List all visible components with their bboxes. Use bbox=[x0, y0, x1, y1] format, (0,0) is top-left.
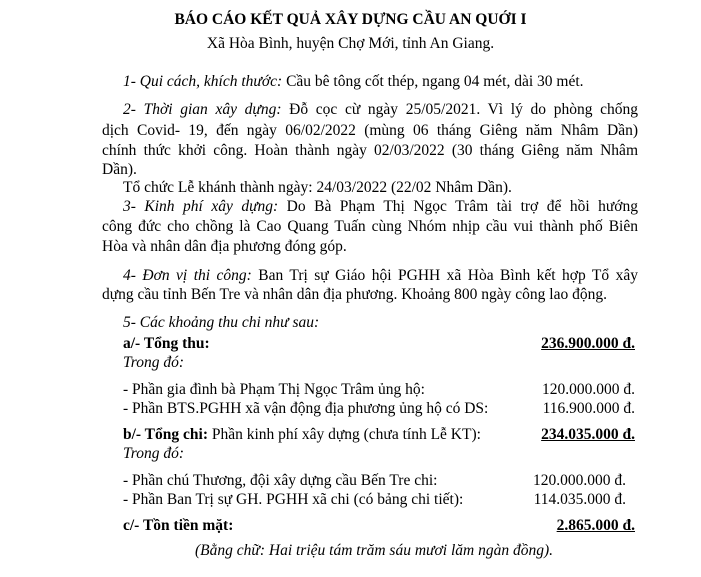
section-1 bbox=[123, 73, 584, 91]
cash-in-words: (Bằng chữ: Hai triệu tám trăm sáu mươi lăm ngàn đồng). bbox=[195, 542, 553, 559]
income-item-2-amount: 116.900.000 đ. bbox=[542, 400, 635, 417]
income-item-2-label: - Phần BTS.PGHH xã vận động địa phương ủng hộ có DS: bbox=[123, 400, 489, 417]
report-location: Xã Hòa Bình, huyện Chợ Mới, tỉnh An Giang. bbox=[206, 35, 495, 52]
section-3-line-3: Hòa và nhân dân địa phương đóng góp. bbox=[102, 238, 347, 255]
section-2-line-4: Dần). bbox=[102, 161, 137, 178]
section-2-line-3: chính thức khởi công. Hoàn thành ngày 02/03/2022 (30 tháng Giêng năm Nhâm bbox=[102, 142, 638, 159]
section-2-line-1: 2- Thời gian xây dựng: Đỗ cọc cừ ngày 25/05/2021. Vì lý do phòng chống bbox=[123, 101, 638, 118]
income-item-1-label: - Phần gia đình bà Phạm Thị Ngọc Trâm ủng hộ: bbox=[123, 381, 425, 398]
income-item-1-amount: 120.000.000 đ. bbox=[542, 381, 635, 398]
section-5-label: 5- Các khoảng thu chi như sau: bbox=[123, 314, 320, 331]
expense-label: b/- Tổng chi: bbox=[123, 426, 208, 443]
income-label: a/- Tổng thu: bbox=[123, 335, 210, 352]
section-2-label: 2- Thời gian xây dựng: bbox=[123, 101, 282, 118]
section-1-text: Cầu bê tông cốt thép, ngang 04 mét, dài 30 mét. bbox=[282, 73, 584, 90]
income-note: Trong đó: bbox=[123, 354, 185, 371]
section-3-line-2: công đức cho chồng là Cao Quang Tuấn cùng Nhóm nhịp cầu vui thành phố Biên bbox=[102, 218, 638, 235]
report-title: BÁO CÁO KẾT QUẢ XÂY DỰNG CẦU AN QUỚI I bbox=[174, 11, 527, 28]
cash-label: c/- Tồn tiền mặt: bbox=[123, 517, 234, 534]
section-4-label: 4- Đơn vị thi công: bbox=[123, 267, 252, 284]
expense-item-2-label: - Phần Ban Trị sự GH. PGHH xã chi (có bảng chi tiết): bbox=[123, 491, 464, 508]
expense-item-1-label: - Phần chú Thương, đội xây dựng cầu Bến Tre chi: bbox=[123, 472, 438, 489]
section-4-line-1: 4- Đơn vị thi công: Ban Trị sự Giáo hội PGHH xã Hòa Bình kết hợp Tổ xây bbox=[123, 267, 638, 284]
section-3-line-1: 3- Kinh phí xây dựng: Do Bà Phạm Thị Ngọc Trâm tài trợ để hồi hướng bbox=[123, 198, 638, 215]
expense-line bbox=[123, 426, 481, 444]
section-2-line-2: dịch Covid- 19, đến ngày 06/02/2022 (mùng 06 tháng Giêng năm Nhâm Dần) bbox=[102, 122, 638, 139]
section-4-line-2: dựng cầu tỉnh Bến Tre và nhân dân địa phương. Khoảng 800 ngày công lao động. bbox=[102, 286, 607, 303]
cash-total: 2.865.000 đ. bbox=[556, 517, 635, 534]
section-1-label: 1- Qui cách, khích thước: bbox=[123, 73, 283, 90]
expense-note: Trong đó: bbox=[123, 445, 185, 462]
section-2-inauguration: Tổ chức Lễ khánh thành ngày: 24/03/2022 (22/02 Nhâm Dần). bbox=[123, 179, 512, 196]
section-3-label: 3- Kinh phí xây dựng: bbox=[123, 198, 279, 215]
expense-desc: Phần kinh phí xây dựng (chưa tính Lễ KT): bbox=[208, 426, 481, 443]
expense-item-1-amount: 120.000.000 đ. bbox=[533, 472, 626, 489]
expense-item-2-amount: 114.035.000 đ. bbox=[533, 491, 626, 508]
income-total: 236.900.000 đ. bbox=[541, 335, 635, 352]
expense-total: 234.035.000 đ. bbox=[541, 426, 635, 443]
